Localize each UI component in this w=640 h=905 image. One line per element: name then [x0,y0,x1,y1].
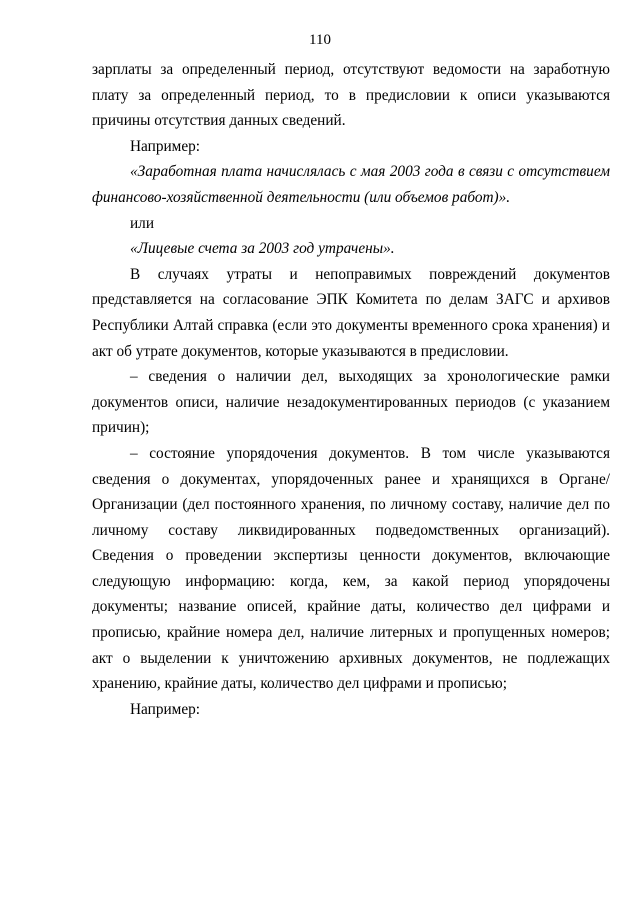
paragraph-or: или [130,214,155,232]
page-number: 110 [309,32,331,48]
paragraph-example-label: Например: [130,137,201,155]
paragraph-ordering-state: – состояние упорядочения документов. В том числе указываются сведения о документах, упорядоченных ранее и хранящихся в Органе/Организации (дел постоянного хранения, по личному составу, наличие дел по личному составу ликвидированных подведомственных организаций). Сведения о проведении экспертизы ценности документов, включающие следующую информацию: когда, кем, за какой период упорядочены документы; название описей, крайние даты, количество дел цифрами и прописью, крайние номера дел, наличие литерных и пропущенных номеров; акт о выделении к уничтожению архивных документов, не подлежащих хранению, крайние даты, количество дел цифрами и прописью; [92,444,610,693]
paragraph-chronology-info: – сведения о наличии дел, выходящих за хронологические рамки документов описи, наличие незадокументированных периодов (с указанием причин); [92,368,610,437]
paragraph-loss-cases: В случаях утраты и непоправимых повреждений документов представляется на согласование ЭПК Комитета по делам ЗАГС и архивов Республики Алтай справка (если это документы временного срока хранения) и акт об утрате документов, которые указываются в предисловии. [92,265,610,360]
paragraph-salary-reason: зарплаты за определенный период, отсутствуют ведомости на заработную плату за определенный период, то в предисловии к описи указываются причины отсутствия данных сведений. [92,61,610,130]
document-body [92,57,610,722]
paragraph-example-quote-lost: «Лицевые счета за 2003 год утрачены». [130,240,395,258]
paragraph-example-quote: «Заработная плата начислялась с мая 2003 года в связи с отсутствием финансово-хозяйственной деятельности (или объемов работ)». [92,163,610,206]
paragraph-example-label-final: Например: [130,700,201,718]
